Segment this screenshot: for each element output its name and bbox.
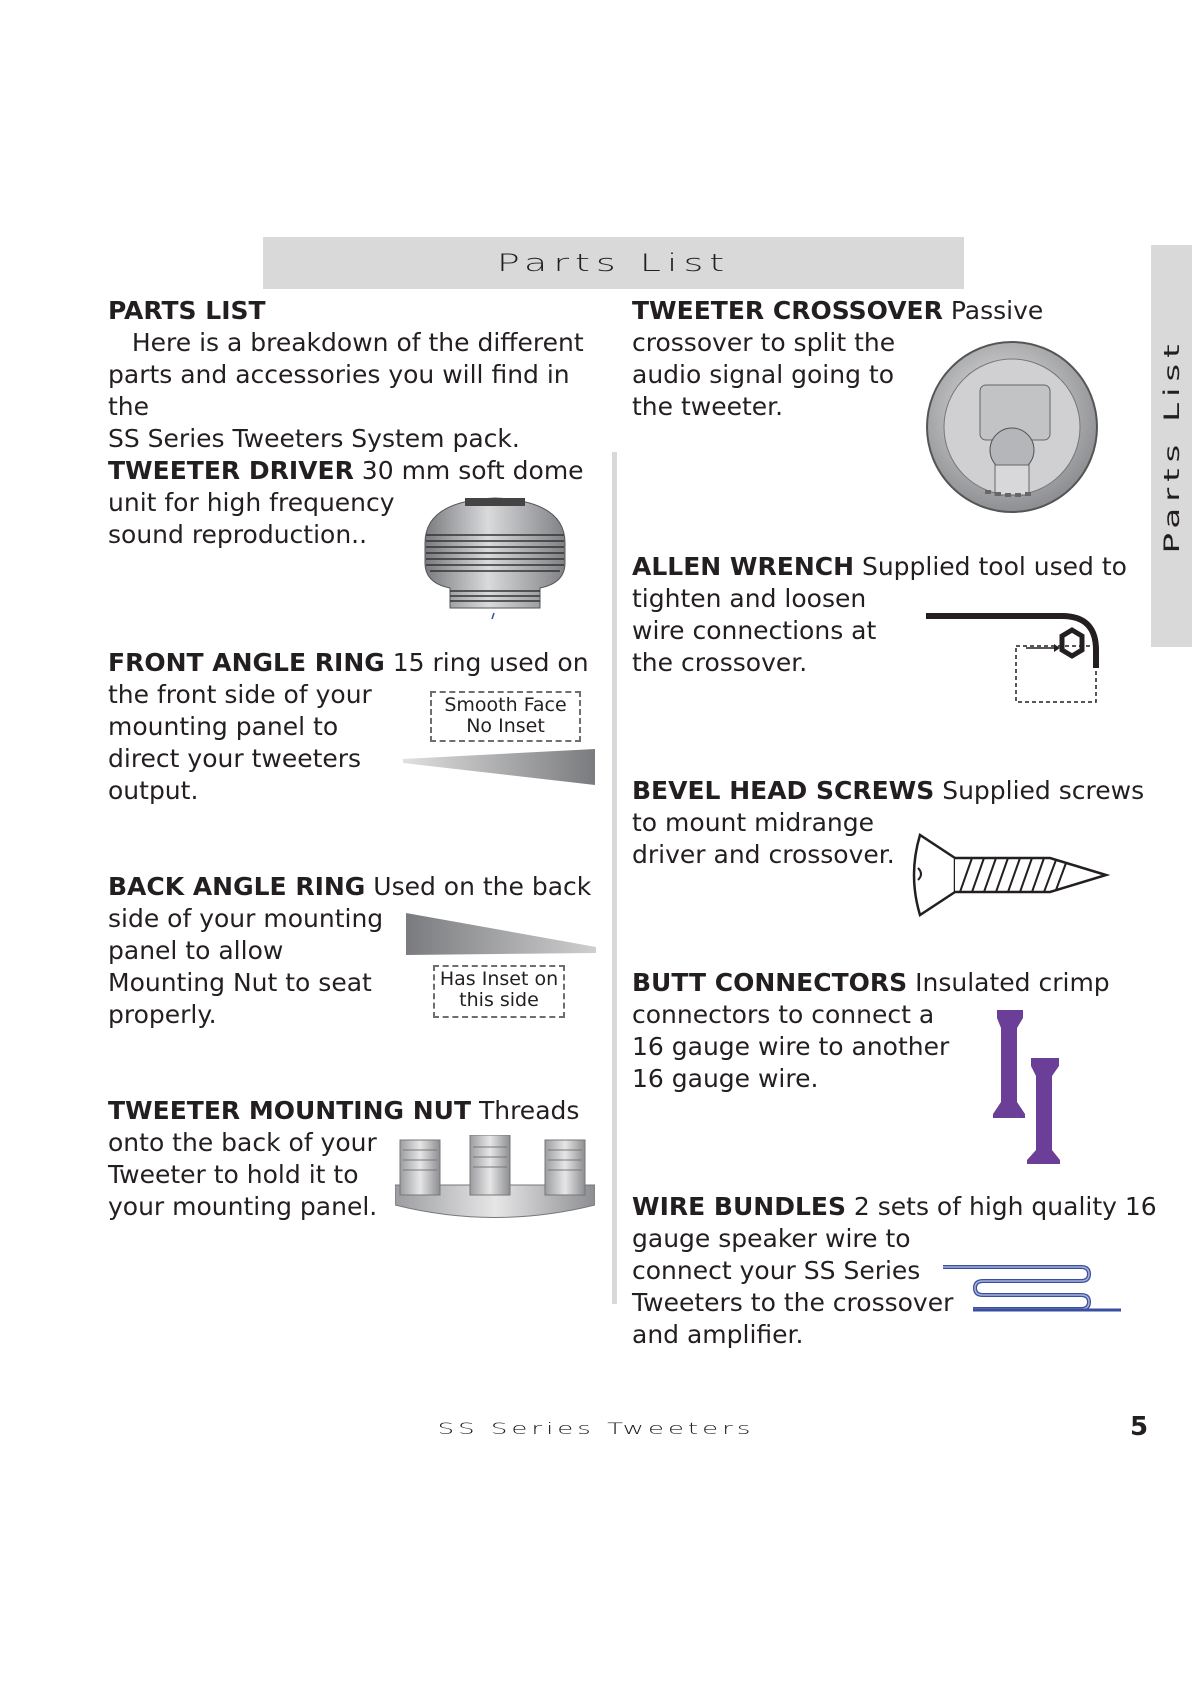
item-text: connect your SS Series — [632, 1256, 921, 1285]
back-ring-image — [406, 913, 596, 957]
intro-block — [108, 295, 608, 455]
item-text: Insulated crimp — [907, 968, 1110, 997]
butt-connectors-block — [632, 967, 1152, 1095]
item-text: sound reproduction.. — [108, 520, 368, 549]
column-divider — [612, 452, 617, 1304]
item-text: unit for high frequency — [108, 488, 395, 517]
intro-line: Here is a breakdown of the different — [108, 328, 584, 357]
tweeter-driver-image — [420, 493, 570, 623]
item-text: Tweeters to the crossover — [632, 1288, 954, 1317]
has-inset-label: Has Inset on this side — [433, 965, 565, 1018]
item-text: 15 ring used on — [384, 648, 589, 677]
item-text: mounting panel to — [108, 712, 339, 741]
item-text: tighten and loosen — [632, 584, 867, 613]
item-text: 30 mm soft dome — [353, 456, 584, 485]
item-text: direct your tweeters — [108, 744, 362, 773]
side-tab — [1151, 245, 1192, 647]
item-text: onto the back of your — [108, 1128, 377, 1157]
item-text: Used on the back — [365, 872, 592, 901]
mounting-nut-image — [395, 1135, 595, 1225]
item-text: the crossover. — [632, 648, 808, 677]
item-title: TWEETER CROSSOVER — [632, 296, 943, 325]
smooth-face-label: Smooth Face No Inset — [430, 691, 581, 742]
item-text: panel to allow — [108, 936, 284, 965]
footer-title: SS Series Tweeters — [437, 1420, 755, 1438]
item-text: Passive — [942, 296, 1044, 325]
screw-image — [910, 830, 1110, 920]
item-title: TWEETER DRIVER — [108, 456, 354, 485]
item-text: 16 gauge wire to another — [632, 1032, 950, 1061]
item-text: Tweeter to hold it to — [108, 1160, 359, 1189]
item-title: TWEETER MOUNTING NUT — [108, 1096, 472, 1125]
item-text: audio signal going to — [632, 360, 894, 389]
item-title: BACK ANGLE RING — [108, 872, 366, 901]
item-title: BUTT CONNECTORS — [632, 968, 908, 997]
side-tab-label: Parts List — [1159, 338, 1184, 554]
item-title: ALLEN WRENCH — [632, 552, 855, 581]
item-text: 16 gauge wire. — [632, 1064, 819, 1093]
item-text: 2 sets of high quality 16 — [845, 1192, 1157, 1221]
item-text: wire connections at — [632, 616, 877, 645]
intro-heading: PARTS LIST — [108, 296, 266, 325]
allen-wrench-image — [924, 610, 1099, 705]
intro-line: SS Series Tweeters System pack. — [108, 424, 520, 453]
wire-bundles-image — [943, 1262, 1123, 1312]
intro-line: parts and accessories you will find in the — [108, 360, 570, 421]
page-number: 5 — [1130, 1412, 1149, 1442]
item-text: the tweeter. — [632, 392, 784, 421]
banner-title: Parts List — [496, 249, 731, 277]
item-title: FRONT ANGLE RING — [108, 648, 385, 677]
item-text: gauge speaker wire to — [632, 1224, 911, 1253]
front-ring-image — [403, 749, 595, 787]
item-text: side of your mounting — [108, 904, 384, 933]
item-text: Supplied tool used to — [854, 552, 1127, 581]
item-text: and amplifier. — [632, 1320, 804, 1349]
item-text: driver and crossover. — [632, 840, 895, 869]
section-banner — [263, 237, 964, 289]
item-text: properly. — [108, 1000, 217, 1029]
item-text: your mounting panel. — [108, 1192, 378, 1221]
item-title: BEVEL HEAD SCREWS — [632, 776, 935, 805]
item-text: Threads — [471, 1096, 580, 1125]
item-title: WIRE BUNDLES — [632, 1192, 846, 1221]
item-text: the front side of your — [108, 680, 372, 709]
butt-connectors-image — [993, 1010, 1063, 1165]
item-text: crossover to split the — [632, 328, 896, 357]
crossover-image — [925, 340, 1100, 515]
item-text: Supplied screws — [934, 776, 1145, 805]
item-text: to mount midrange — [632, 808, 874, 837]
item-text: Mounting Nut to seat — [108, 968, 372, 997]
item-text: output. — [108, 776, 199, 805]
item-text: connectors to connect a — [632, 1000, 935, 1029]
